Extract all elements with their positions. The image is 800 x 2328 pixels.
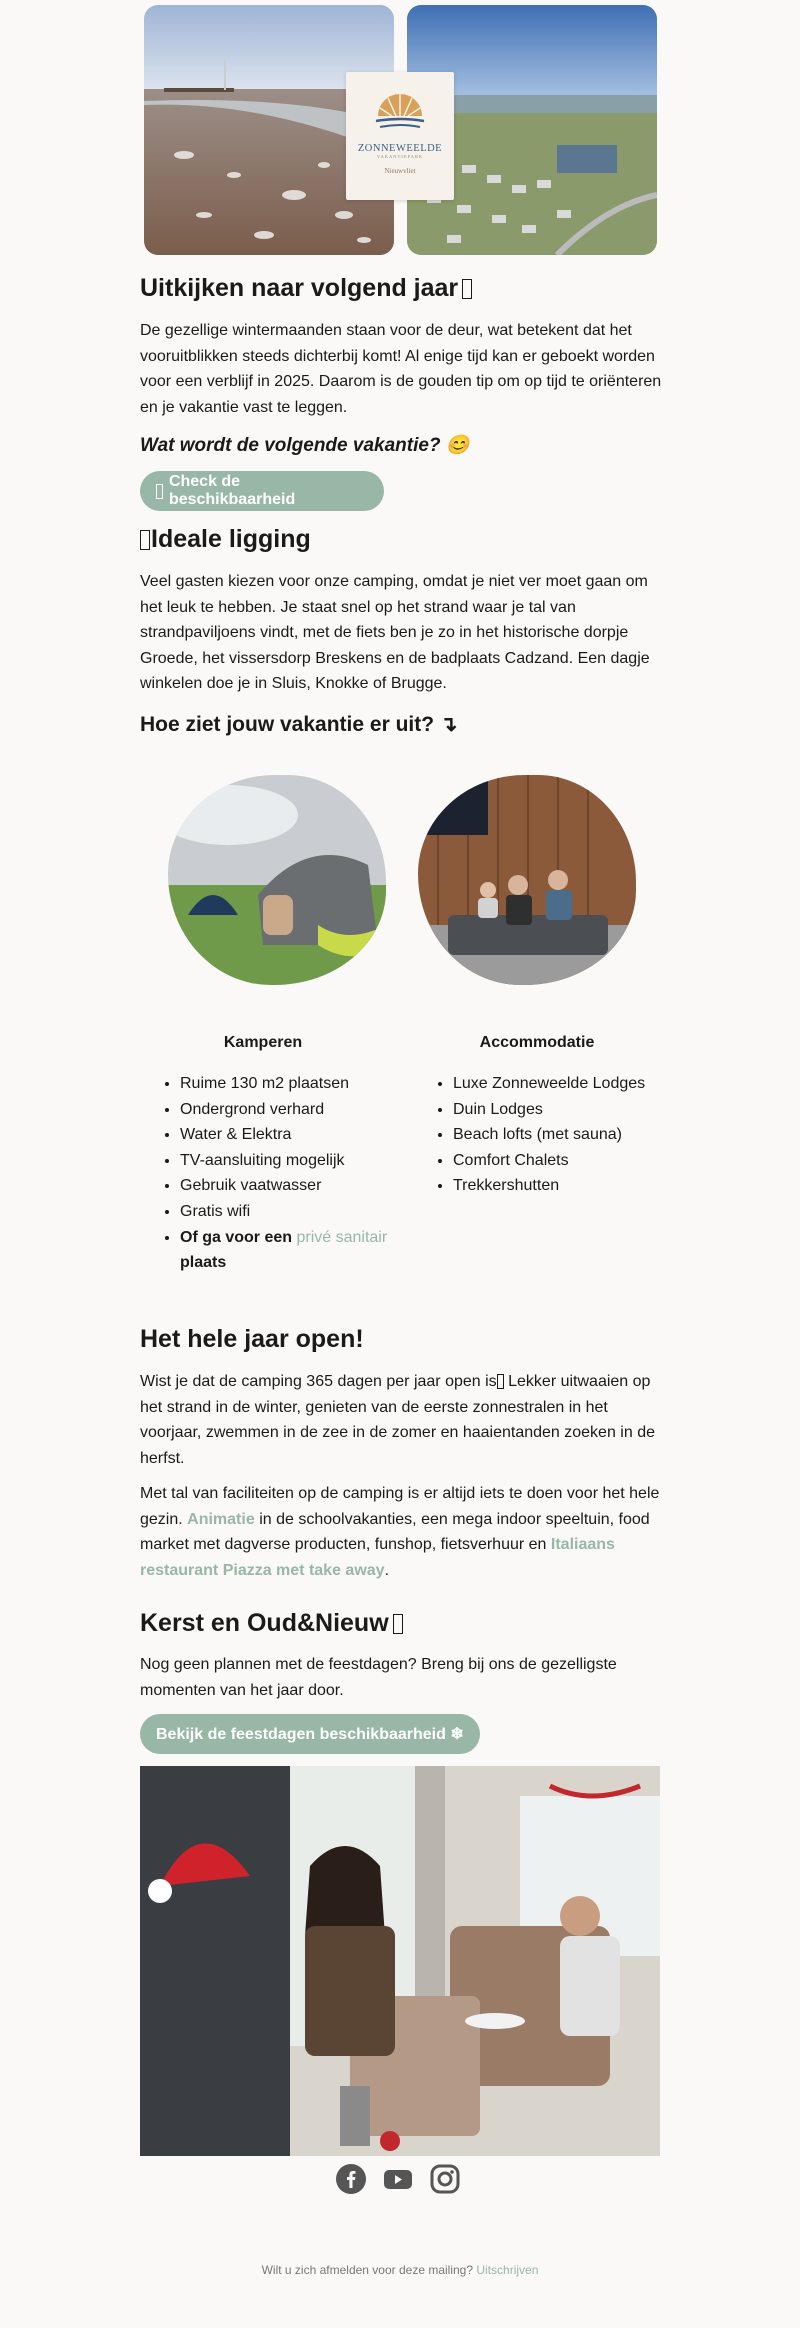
section-title-location: Ideale ligging xyxy=(140,525,311,554)
list-item: • TV-aansluiting mogelijk xyxy=(180,1148,420,1174)
list-item: • Water & Elektra xyxy=(180,1122,420,1148)
column-title-accommodation: Accommodatie xyxy=(479,1034,595,1051)
animation-link[interactable]: Animatie xyxy=(187,1510,255,1528)
section-body-location: Veel gasten kiezen voor onze camping, omdat je niet ver moet gaan om het leuk te hebben. Je staat snel op het strand waar je tal van strandpaviljoens vindt, met de fiets ben je zo in het historische dorpje Groede, het vissersdorp Breskens en de badplaats Cadzand. Een dagje winkelen doe je in Sluis, Knokke of Brugge. xyxy=(140,573,650,693)
section-title-next-year: Uitkijken naar volgend jaar xyxy=(140,274,472,303)
section-body-open-all-year: Wist je dat de camping 365 dagen per jaar open is Lekker uitwaaien op het strand in de winter, genieten van de eerste zonnestralen in het voorjaar, zwemmen in de zee in de zomer en haaientanden zoeken in de herfst. xyxy=(140,1373,655,1467)
emoji-glyph-icon xyxy=(140,530,150,550)
section-title-christmas: Kerst en Oud&Nieuw xyxy=(140,1609,403,1638)
social-links xyxy=(336,2164,460,2194)
list-item: • Comfort Chalets xyxy=(453,1148,693,1174)
list-item: • Gebruik vaatwasser xyxy=(180,1173,420,1199)
list-item: • Beach lofts (met sauna) xyxy=(453,1122,693,1148)
camping-features-list xyxy=(140,1071,420,1276)
list-item-prefix: Of ga voor een xyxy=(180,1228,293,1246)
vacation-style-subtitle: Hoe ziet jouw vakantie er uit? ↴ xyxy=(140,713,458,736)
section-body-facilities: Met tal van faciliteiten op de camping is er altijd iets te doen voor het hele gezin. Animatie in de schoolvakanties, een mega indoor speeltuin, food market met dagverse producten, funshop, fietsverhuur en Italiaans restaurant Piazza met take away. xyxy=(140,1485,660,1579)
emoji-glyph-icon xyxy=(462,279,472,299)
section-body-next-year: De gezellige wintermaanden staan voor de deur, wat betekent dat het vooruitblikken steeds dichterbij komt! Al enige tijd kan er geboekt worden voor een verblijf in 2025. Daarom is de gouden tip om op tijd te oriënteren en je vakantie vast te leggen. xyxy=(140,322,662,416)
logo-name: ZONNEWEELDE xyxy=(357,143,443,154)
logo-subtitle: VAKANTIEPARK xyxy=(376,154,424,159)
holiday-availability-button[interactable]: Bekijk de feestdagen beschikbaarheid ❄ xyxy=(140,1714,480,1754)
list-item-private-sanitary xyxy=(180,1225,420,1276)
footer xyxy=(0,2263,800,2277)
list-item: • Luxe Zonneweelde Lodges xyxy=(453,1071,693,1097)
youtube-icon[interactable] xyxy=(383,2164,413,2194)
lodge-terrace-photo xyxy=(418,775,636,985)
vacation-question: Wat wordt de volgende vakantie? 😊 xyxy=(140,435,470,456)
list-item: • Gratis wifi xyxy=(180,1199,420,1225)
restaurant-piazza-link[interactable]: Italiaans restaurant Piazza met take away xyxy=(140,1536,615,1579)
logo-place: Nieuwvliet xyxy=(384,167,416,175)
check-availability-button[interactable] xyxy=(140,471,384,511)
emoji-glyph-icon xyxy=(393,1614,403,1634)
list-item: • Trekkershutten xyxy=(453,1173,693,1199)
section-body-christmas: Nog geen plannen met de feestdagen? Breng bij ons de gezelligste momenten van het jaar door. xyxy=(140,1656,617,1699)
instagram-icon[interactable] xyxy=(430,2164,460,2194)
accommodation-list xyxy=(413,1071,693,1199)
list-item: • Ruime 130 m2 plaatsen xyxy=(180,1071,420,1097)
emoji-glyph-icon xyxy=(497,1374,504,1389)
column-title-camping: Kamperen xyxy=(223,1034,303,1051)
emoji-glyph-icon xyxy=(156,484,163,499)
facebook-icon[interactable] xyxy=(336,2164,366,2194)
unsubscribe-link[interactable]: Uitschrijven xyxy=(476,2263,539,2277)
list-item: • Ondergrond verhard xyxy=(180,1097,420,1123)
unsubscribe-question: Wilt u zich afmelden voor deze mailing? xyxy=(261,2263,474,2277)
camping-tent-photo xyxy=(168,775,386,985)
section-title-open-all-year: Het hele jaar open! xyxy=(140,1325,364,1353)
hero-images xyxy=(144,5,657,255)
check-availability-label: Check de beschikbaarheid xyxy=(168,473,296,508)
zonneweelde-logo xyxy=(346,72,454,200)
private-sanitary-link[interactable]: privé sanitair xyxy=(296,1228,388,1246)
list-item-suffix: plaats xyxy=(180,1254,227,1272)
list-item: • Duin Lodges xyxy=(453,1097,693,1123)
christmas-party-photo xyxy=(140,1766,660,2156)
